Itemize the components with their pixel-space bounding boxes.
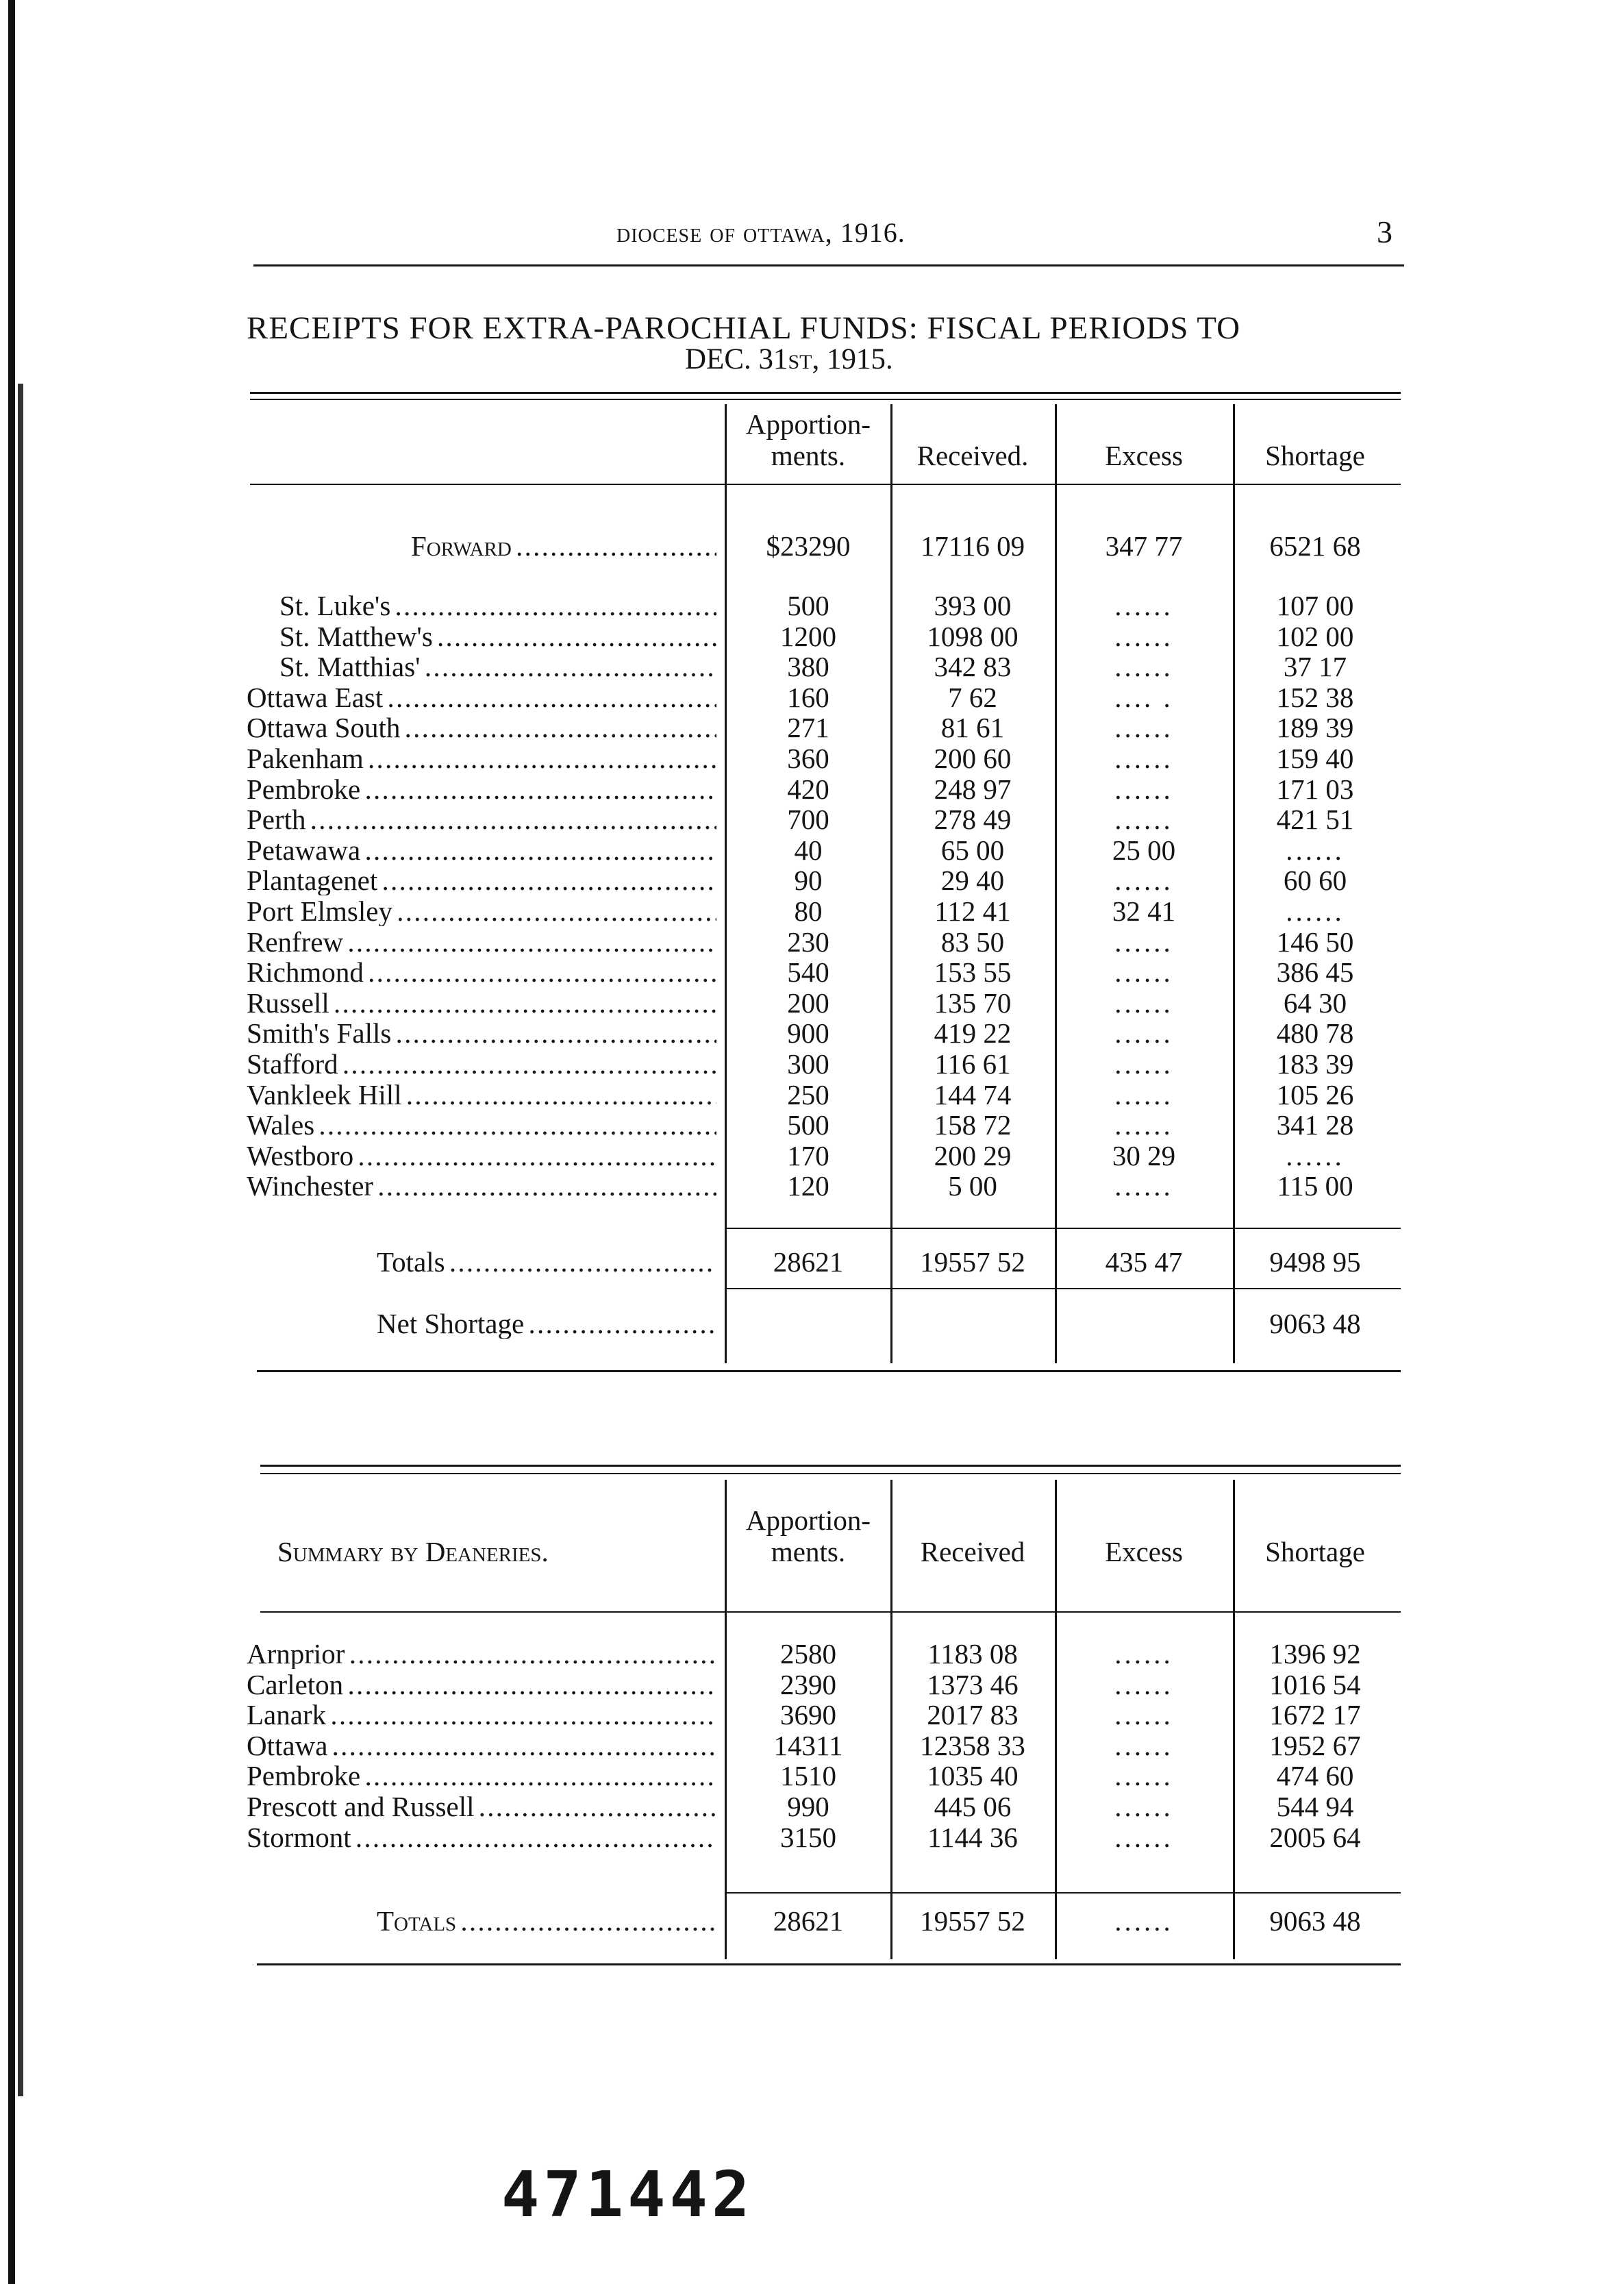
cell-excess: ...... [1114,926,1173,958]
header-shortage: Shortage [1265,1536,1365,1567]
row-name-text: Stormont [247,1822,351,1852]
cell-apportionment: 360 [787,743,829,774]
cell-shortage: 9498 95 [1269,1246,1361,1278]
table-row [247,1171,1397,1201]
cell-shortage: 9063 48 [1269,1905,1361,1937]
row-name-text: Totals [377,1247,445,1277]
cell-received: 248 97 [934,773,1012,805]
cell-excess: ...... [1114,1638,1173,1669]
table-row [247,1639,1397,1669]
row-name [247,1171,716,1201]
cell-apportionment: 90 [794,865,823,897]
row-name-text: St. Luke's [279,591,391,621]
table-row [247,896,1397,926]
table2-top-rule-2 [260,1473,1401,1474]
scan-edge-shadow-inner [18,384,23,2096]
row-name [247,531,716,561]
cell-shortage: 1016 54 [1269,1668,1361,1700]
cell-excess: ...... [1114,1048,1173,1080]
row-name [247,591,716,621]
table-row [247,1669,1397,1700]
title-date-prefix: DEC. 31 [685,343,788,375]
row-name-text: Net Shortage [377,1308,525,1339]
table1-header-rule [250,484,1401,485]
cell-excess: ...... [1114,590,1173,621]
cell-excess: 347 77 [1105,530,1183,562]
running-head-text: diocese of ottawa [616,217,825,248]
cell-apportionment: 271 [787,712,829,744]
cell-received: 17116 09 [920,530,1025,562]
cell-received: 393 00 [934,590,1012,621]
table-row [247,712,1397,743]
cell-shortage: ...... [1286,1139,1345,1171]
table-row [247,1110,1397,1140]
cell-received: 135 70 [934,986,1012,1019]
cell-received: 81 61 [940,712,1005,744]
cell-apportionment: 28621 [773,1905,844,1937]
running-head-year: , 1916. [825,217,905,248]
header-summary-label: Summary by Deaneries. [277,1536,549,1567]
table-row [247,1791,1397,1822]
cell-excess: ...... [1114,712,1173,744]
row-name [247,1639,716,1669]
row-name-text: Renfrew [247,926,344,957]
cell-shortage: 152 38 [1276,681,1354,713]
cell-received: 1144 36 [927,1821,1018,1853]
table-row [247,774,1397,804]
row-name-text: Wales [247,1110,315,1141]
header-received: Received [920,1536,1025,1567]
row-name-text: Westboro [247,1140,354,1171]
table2-totals-rule [726,1892,1401,1894]
row-name [247,1018,716,1048]
row-name-text: Pembroke [247,1761,361,1791]
row-name-text: Petawawa [247,834,361,865]
row-name-text: Plantagenet [247,865,378,896]
cell-received: 158 72 [934,1109,1012,1141]
cell-excess: ...... [1114,1905,1173,1937]
row-name-text: St. Matthew's [279,621,433,651]
table-row [247,804,1397,834]
cell-received: 200 29 [934,1139,1012,1171]
cell-received: 200 60 [934,743,1012,774]
row-name [247,1669,716,1700]
cell-shortage: 9063 48 [1269,1308,1361,1339]
table-row [247,988,1397,1018]
cell-shortage: ...... [1286,895,1345,927]
cell-excess: ...... [1114,1017,1173,1050]
cell-excess: 25 00 [1112,834,1176,866]
cell-apportionment: 80 [794,895,823,927]
cell-excess: ...... [1114,1760,1173,1792]
row-name [247,1308,716,1339]
table1-top-rule-2 [250,399,1401,400]
table-row [247,743,1397,773]
table1-bottom-rule [257,1370,1401,1372]
header-received: Received. [916,440,1029,471]
row-name-text: St. Matthias' [279,651,421,682]
table-row [247,621,1397,651]
cell-apportionment: 500 [787,1109,829,1141]
cell-received: 112 41 [934,895,1011,927]
cell-excess: ...... [1114,620,1173,652]
row-name-text: Port Elmsley [247,896,392,926]
table-row [247,835,1397,865]
cell-apportionment: 28621 [773,1246,844,1278]
cell-apportionment: 2390 [780,1668,836,1700]
cell-excess: .... . [1114,681,1173,713]
cell-excess: ...... [1114,1078,1173,1110]
cell-apportionment: 700 [787,804,829,836]
page-title-line-1: RECEIPTS FOR EXTRA-PAROCHIAL FUNDS: FISCAL PERIODS TO [247,310,1241,346]
row-name [247,1110,716,1140]
table-row [247,957,1397,987]
table-row [247,927,1397,957]
net-shortage-row [247,1308,1397,1339]
cell-shortage: 189 39 [1276,712,1354,744]
cell-received: 116 61 [934,1048,1011,1080]
cell-received: 19557 52 [920,1246,1025,1278]
row-name [247,804,716,834]
row-name [247,1049,716,1079]
cell-received: 342 83 [934,651,1012,683]
cell-shortage: 146 50 [1276,926,1354,958]
cell-excess: ...... [1114,1791,1173,1822]
cell-shortage: 115 00 [1277,1170,1353,1202]
row-name-text: Ottawa East [247,682,384,712]
cell-received: 445 06 [934,1791,1012,1822]
cell-excess: 435 47 [1105,1246,1183,1278]
table-row [247,1141,1397,1171]
header-shortage: Shortage [1265,440,1365,471]
row-name [247,1791,716,1822]
table-row [247,1049,1397,1079]
row-name-text: Prescott and Russell [247,1791,475,1822]
cell-excess: ...... [1114,1668,1173,1700]
row-name [247,743,716,773]
cell-shortage: 386 45 [1276,956,1354,989]
cell-received: 153 55 [934,956,1012,989]
cell-shortage: 341 28 [1276,1109,1354,1141]
row-name-text: Richmond [247,957,364,988]
row-name-text: Arnprior [247,1639,345,1669]
table-row [247,1730,1397,1761]
cell-apportionment: 250 [787,1078,829,1110]
cell-excess: ...... [1114,1699,1173,1731]
cell-apportionment: $23290 [766,530,851,562]
row-name [247,988,716,1018]
cell-excess: ...... [1114,1821,1173,1853]
cell-shortage: 159 40 [1276,743,1354,774]
cell-received: 1035 40 [927,1760,1019,1792]
cell-received: 144 74 [934,1078,1012,1110]
accession-stamp: 471442 [501,2158,754,2231]
row-name [247,682,716,712]
header-excess: Excess [1105,440,1183,471]
row-name-text: Carleton [247,1669,344,1700]
table2-top-rule [260,1465,1401,1467]
row-name [247,651,716,682]
cell-received: 2017 83 [927,1699,1019,1731]
row-name-text: Russell [247,987,329,1018]
cell-received: 65 00 [940,834,1005,866]
header-apportionments-text: Apportion- ments. [745,1504,871,1567]
running-head [616,216,905,249]
row-name [247,1141,716,1171]
table-row [247,1080,1397,1110]
cell-apportionment: 40 [794,834,823,866]
cell-shortage: 1396 92 [1269,1638,1361,1669]
table1-net-rule [726,1288,1401,1289]
cell-excess: 30 29 [1112,1139,1176,1171]
cell-shortage: 171 03 [1276,773,1354,805]
page-title-line-2 [685,343,893,376]
row-name [247,774,716,804]
cell-shortage: 6521 68 [1269,530,1361,562]
table-row [247,651,1397,682]
totals-row [247,1906,1397,1936]
row-name [247,1730,716,1761]
table-row [247,682,1397,712]
cell-shortage: 2005 64 [1269,1821,1361,1853]
header-apportionments-text: Apportion- ments. [745,408,871,471]
cell-apportionment: 990 [787,1791,829,1822]
row-name-text: Ottawa [247,1730,328,1761]
cell-apportionment: 380 [787,651,829,683]
row-name [247,1080,716,1110]
cell-shortage: 183 39 [1276,1048,1354,1080]
row-name [247,957,716,987]
forward-row [247,531,1397,561]
cell-excess: ...... [1114,651,1173,683]
row-name [247,1247,716,1277]
cell-apportionment: 2580 [780,1638,836,1669]
cell-shortage: 37 17 [1283,651,1347,683]
cell-shortage: 474 60 [1276,1760,1354,1792]
row-name-text: Vankleek Hill [247,1079,402,1110]
title-date-suffix: , 1915. [812,343,893,375]
row-name [247,1761,716,1791]
cell-apportionment: 170 [787,1139,829,1171]
title-date-sup: ST [788,351,812,373]
row-name [247,927,716,957]
row-name [247,621,716,651]
row-name-text: Winchester [247,1171,374,1202]
cell-excess: ...... [1114,865,1173,897]
cell-apportionment: 3150 [780,1821,836,1853]
header-rule [253,264,1404,266]
header-excess: Excess [1105,1536,1183,1567]
cell-excess: ...... [1114,743,1173,774]
table-row [247,1700,1397,1730]
table-row [247,1822,1397,1852]
row-name-text: Totals [377,1906,457,1936]
cell-shortage: 60 60 [1283,865,1347,897]
table-row [247,1761,1397,1791]
cell-received: 83 50 [940,926,1005,958]
cell-received: 278 49 [934,804,1012,836]
cell-excess: ...... [1114,1109,1173,1141]
cell-received: 12358 33 [920,1729,1025,1761]
row-name [247,1906,716,1936]
cell-received: 1373 46 [927,1668,1019,1700]
cell-received: 5 00 [948,1170,997,1202]
row-name-text: Pakenham [247,743,364,773]
cell-received: 1183 08 [927,1638,1018,1669]
cell-apportionment: 14311 [773,1729,843,1761]
row-name-text: Perth [247,804,306,835]
cell-apportionment: 120 [787,1170,829,1202]
table-row [247,1018,1397,1048]
table1-top-rule [250,392,1401,394]
cell-shortage: 107 00 [1276,590,1354,621]
scan-edge-shadow [8,0,15,2284]
row-name-text: Forward [411,531,512,561]
cell-apportionment: 1510 [780,1760,836,1792]
row-name [247,1822,716,1852]
cell-apportionment: 300 [787,1048,829,1080]
cell-apportionment: 420 [787,773,829,805]
cell-excess: ...... [1114,804,1173,836]
cell-shortage: 480 78 [1276,1017,1354,1050]
cell-excess: ...... [1114,986,1173,1019]
cell-shortage: 1672 17 [1269,1699,1361,1731]
cell-excess: ...... [1114,1729,1173,1761]
row-name-text: Pembroke [247,773,361,804]
row-name-text: Ottawa South [247,712,401,743]
table-row [247,865,1397,895]
cell-shortage: 105 26 [1276,1078,1354,1110]
cell-excess: ...... [1114,773,1173,805]
cell-received: 7 62 [948,681,997,713]
cell-apportionment: 1200 [780,620,836,652]
cell-shortage: 421 51 [1276,804,1354,836]
cell-apportionment: 200 [787,986,829,1019]
totals-row [247,1247,1397,1277]
cell-excess: ...... [1114,956,1173,989]
row-name [247,1700,716,1730]
row-name [247,865,716,895]
cell-shortage: 1952 67 [1269,1729,1361,1761]
cell-received: 19557 52 [920,1905,1025,1937]
cell-shortage: 64 30 [1283,986,1347,1019]
cell-apportionment: 500 [787,590,829,621]
table-row [247,591,1397,621]
page-number: 3 [1377,214,1392,249]
cell-excess: 32 41 [1112,895,1176,927]
header-apportionments [726,408,890,471]
cell-apportionment: 230 [787,926,829,958]
table2-bottom-rule [257,1963,1401,1965]
cell-received: 1098 00 [927,620,1019,652]
row-name [247,712,716,743]
cell-apportionment: 540 [787,956,829,989]
cell-received: 29 40 [940,865,1005,897]
cell-shortage: 102 00 [1276,620,1354,652]
cell-excess: ...... [1114,1170,1173,1202]
cell-shortage: ...... [1286,834,1345,866]
row-name-text: Smith's Falls [247,1018,392,1049]
table1-totals-rule [726,1228,1401,1229]
cell-apportionment: 900 [787,1017,829,1050]
row-name [247,896,716,926]
cell-apportionment: 160 [787,681,829,713]
row-name-text: Lanark [247,1700,327,1730]
table2-header-rule [260,1611,1401,1613]
cell-received: 419 22 [934,1017,1012,1050]
header-apportionments [726,1504,890,1567]
row-name-text: Stafford [247,1049,338,1079]
cell-apportionment: 3690 [780,1699,836,1731]
row-name [247,835,716,865]
cell-shortage: 544 94 [1276,1791,1354,1822]
